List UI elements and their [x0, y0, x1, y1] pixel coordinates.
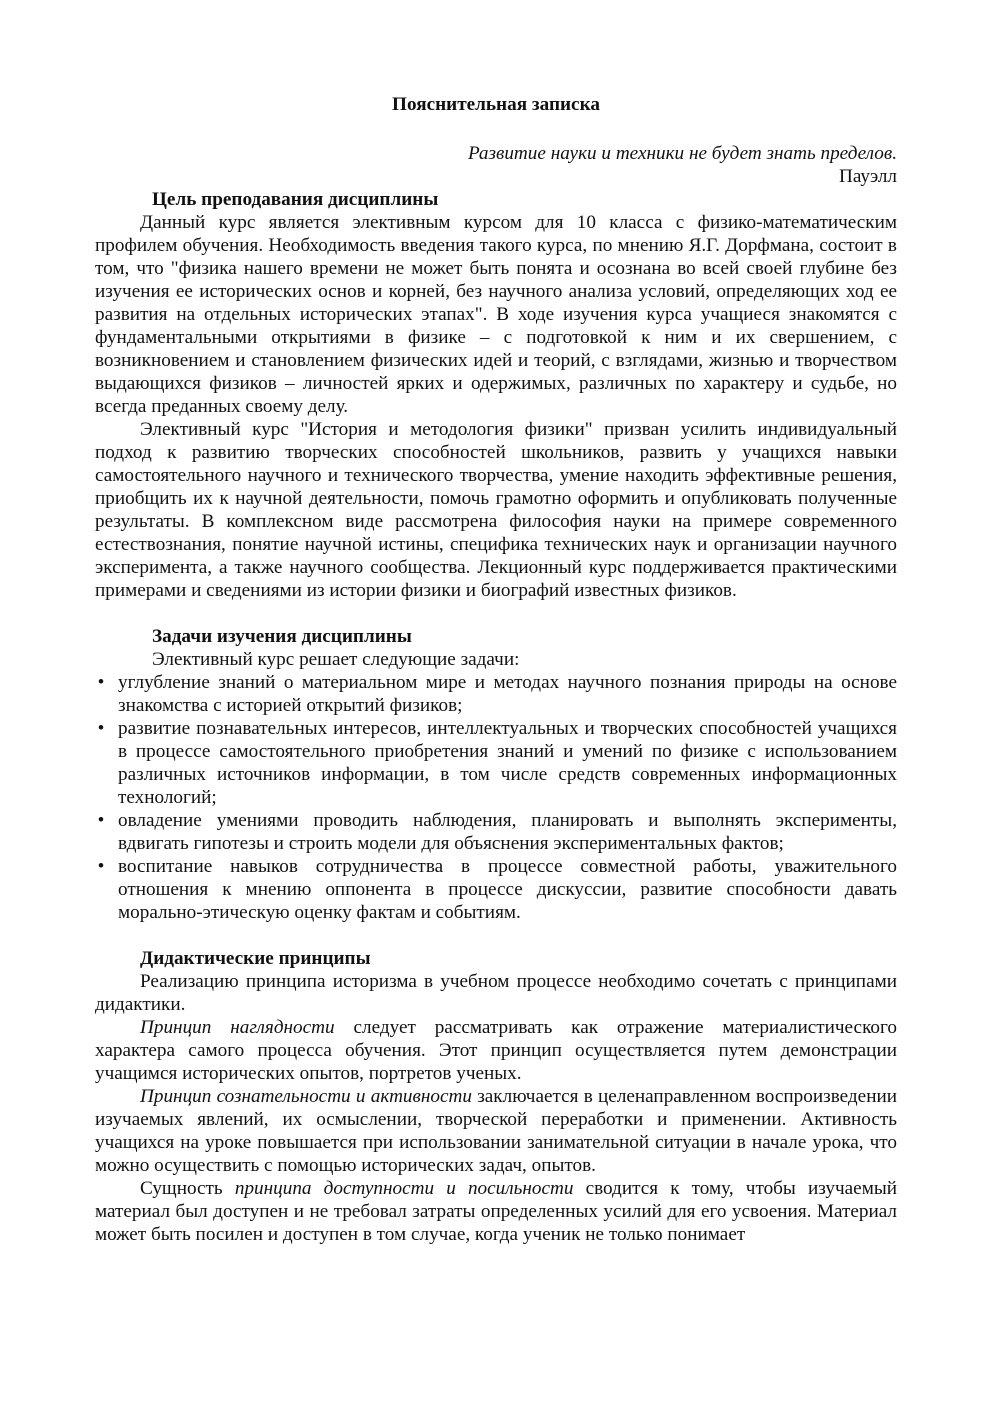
list-item: [95, 671, 897, 717]
bullet-icon: •: [97, 718, 105, 739]
list-item-text: овладение умениями проводить наблюдения, планировать и выполнять эксперименты, вдвигать гипотезы и строить модели для объяснения экспериментальных фактов;: [118, 810, 897, 854]
epigraph-author: Пауэлл: [838, 166, 897, 187]
epigraph-quote: Развитие науки и техники не будет знать пределов.: [467, 143, 897, 164]
list-item-text: развитие познавательных интересов, интеллектуальных и творческих способностей учащихся в процессе самостоятельного приобретения знаний и умений по физике с использованием различных источников информации, в том числе средств современных информационных технологий;: [118, 718, 897, 808]
heading-tasks: Задачи изучения дисциплины: [152, 626, 412, 647]
document-page: [95, 93, 897, 1246]
principles-paragraph-1: Реализацию принципа историзма в учебном процессе необходимо сочетать с принципами дидактики.: [95, 971, 897, 1015]
bullet-icon: •: [97, 672, 105, 693]
list-item: [95, 855, 897, 924]
bullet-icon: •: [97, 856, 105, 877]
goal-paragraph-1: Данный курс является элективным курсом для 10 класса с физико-математическим профилем обучения. Необходимость введения такого курса, по мнению Я.Г. Дорфмана, состоит в том, что "физика нашего времени не может быть понята и осознана во всей своей глубине без изучения ее исторических основ и корней, без научного анализа условий, определяющих ход ее развития на отдельных исторических этапах". В ходе изучения курса учащиеся знакомятся с фундаментальными открытиями в физике – с подготовкой к ним и их свершением, с возникновением и становлением физических идей и теорий, с взглядами, жизнью и творчеством выдающихся физиков – личностей ярких и одержимых, различных по характеру и судьбе, но всегда преданных своему делу.: [95, 212, 897, 417]
list-item: [95, 809, 897, 855]
goal-paragraph-2: Элективный курс "История и методология физики" призван усилить индивидуальный подход к развитию творческих способностей школьников, развить у учащихся навыки самостоятельного научного и технического творчества, умение находить эффективные решения, приобщить их к научной деятельности, помочь грамотно оформить и опубликовать полученные результаты. В комплексном виде рассмотрена философия науки на примере современного естествознания, понятие научной истины, специфика технических наук и организации научного эксперимента, а также научного сообщества. Лекционный курс поддерживается практическими примерами и сведениями из истории физики и биографий известных физиков.: [95, 419, 897, 601]
tasks-list: [95, 671, 897, 924]
document-title: Пояснительная записка: [392, 94, 600, 115]
principle-text: сводится к тому, чтобы изучаемый материал был доступен и не требовал затраты определенных усилий для его усвоения. Материал может быть посилен и доступен в том случае, когда ученик не только понимает: [95, 1178, 897, 1245]
heading-goal: Цель преподавания дисциплины: [152, 189, 439, 210]
principle-term: Принцип сознательности и активности: [140, 1086, 472, 1107]
list-item-text: воспитание навыков сотрудничества в процессе совместной работы, уважительного отношения к мнению оппонента в процессе дискуссии, развитие способности давать морально-этическую оценку фактам и событиям.: [118, 856, 897, 923]
principle-term: принципа доступности и посильности: [234, 1178, 574, 1199]
list-item: [95, 717, 897, 809]
list-item-text: углубление знаний о материальном мире и методах научного познания природы на основе знакомства с историей открытий физиков;: [118, 672, 897, 716]
principles-paragraph-3: [95, 1085, 897, 1177]
bullet-icon: •: [97, 810, 105, 831]
principle-term: Принцип наглядности: [140, 1017, 335, 1038]
heading-principles: Дидактические принципы: [140, 948, 371, 969]
principle-text: следует рассматривать как отражение материалистического характера самого процесса обучения. Этот принцип осуществляется путем демонстрации учащимся исторических опытов, портретов ученых.: [95, 1017, 897, 1084]
principles-paragraph-2: [95, 1016, 897, 1085]
tasks-intro: Элективный курс решает следующие задачи:: [152, 649, 520, 670]
principle-lead: Сущность: [140, 1178, 235, 1199]
principles-paragraph-4: [95, 1177, 897, 1246]
principle-text: заключается в целенаправленном воспроизведении изучаемых явлений, их осмыслении, творческой переработки и применении. Активность учащихся на уроке повышается при использовании занимательной ситуации в начале урока, что можно осуществить с помощью исторических задач, опытов.: [95, 1086, 897, 1176]
